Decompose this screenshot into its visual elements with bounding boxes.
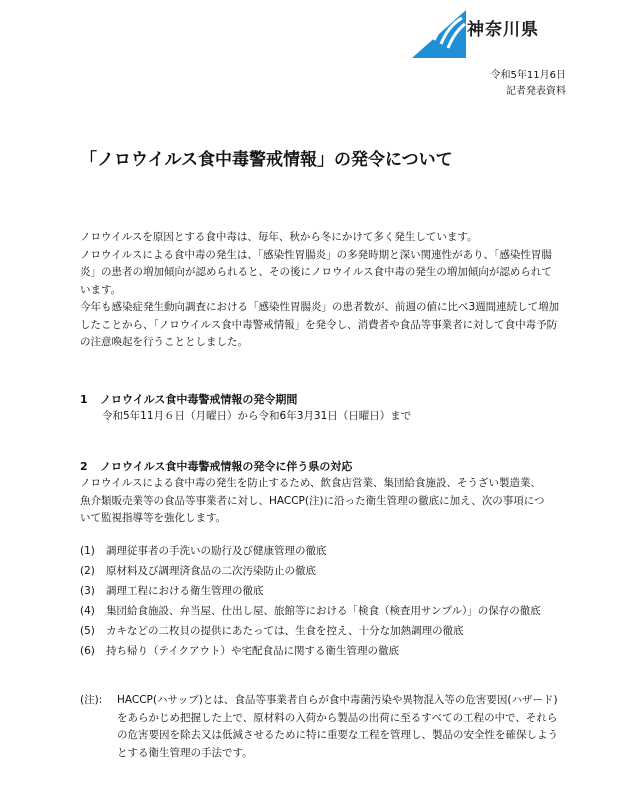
measures-list [80,542,560,662]
list-item-number: (1) [80,545,95,557]
note-text: HACCP(ハサップ)とは、食品等事業者自らが食中毒菌汚染や異物混入等の危害要因(ハザード)をあらかじめ把握した上で、原材料の入荷から製品の出荷に至るすべての工程の中で、それらの危害要因を除去又は低減させるために特に重要な工程を管理し、製品の安全性を確保しようとする衛生管理の手法です。 [117,694,558,759]
logo-name: 神奈川県 [467,20,539,40]
release-meta [491,68,566,100]
alert-period: 令和5年11月６日（月曜日）から令和6年3月31日（日曜日）まで [102,410,412,422]
section-1-heading [80,391,297,407]
list-item [80,622,560,640]
list-item-number: (3) [80,585,95,597]
page-title: 「ノロウイルス食中毒警戒情報」の発令について [80,150,453,170]
section-2-heading [80,458,352,474]
haccp-note [80,692,560,762]
section-2-body: ノロウイルスによる食中毒の発生を防止するため、飲食店営業、集団給食施設、そうざい製造業、魚介類販売業等の食品等事業者に対し、HACCP(注)に沿った衛生管理の徹底に加え、次の事項について監視指導等を強化します。 [80,477,545,524]
kanagawa-emblem-icon [412,10,466,58]
list-item-number: (2) [80,565,95,577]
intro-paragraph-1: ノロウイルスを原因とする食中毒は、毎年、秋から冬にかけて多く発生しています。 [80,231,478,243]
list-item [80,582,560,600]
section-2-number: 2 [80,460,88,473]
list-item [80,642,560,660]
document-type: 記者発表資料 [506,86,566,97]
list-item-text: 調理従事者の手洗いの励行及び健康管理の徹底 [106,545,327,557]
section-1-number: 1 [80,393,88,406]
list-item-text: 原材料及び調理済食品の二次汚染防止の徹底 [106,565,316,577]
list-item [80,542,560,560]
list-item-number: (6) [80,645,95,657]
list-item-text: 持ち帰り（テイクアウト）や宅配食品に関する衛生管理の徹底 [106,645,400,657]
list-item-text: カキなどの二枚貝の提供にあたっては、生食を控え、十分な加熱調理の徹底 [106,625,464,637]
intro-paragraph-3: 今年も感染症発生動向調査における「感染性胃腸炎」の患者数が、前週の値に比べ3週間連続して増加したことから、「ノロウイルス食中毒警戒情報」を発令し、消費者や食品等事業者に対して食中毒予防の注意喚起を行うこととしました。 [80,301,560,348]
list-item-text: 集団給食施設、弁当屋、仕出し屋、旅館等における「検食（検査用サンプル）」の保存の徹底 [106,605,541,617]
list-item [80,562,560,580]
list-item-text: 調理工程における衛生管理の徹底 [106,585,264,597]
logo-sub-text: KANAGAWA [424,52,454,58]
intro-paragraph-2: ノロウイルスによる食中毒の発生は、「感染性胃腸炎」の多発時期と深い関連性があり、「感染性胃腸炎」の患者の増加傾向が認められると、その後にノロウイルス食中毒の発生の増加傾向が認められています。 [80,248,552,296]
note-label: (注): [80,694,103,706]
intro-section [80,229,560,352]
release-date: 令和5年11月6日 [490,70,566,81]
section-1-title: ノロウイルス食中毒警戒情報の発令期間 [100,393,298,406]
section-2-title: ノロウイルス食中毒警戒情報の発令に伴う県の対応 [100,460,353,473]
list-item-number: (5) [80,625,95,637]
list-item-number: (4) [80,605,95,617]
list-item [80,602,560,620]
